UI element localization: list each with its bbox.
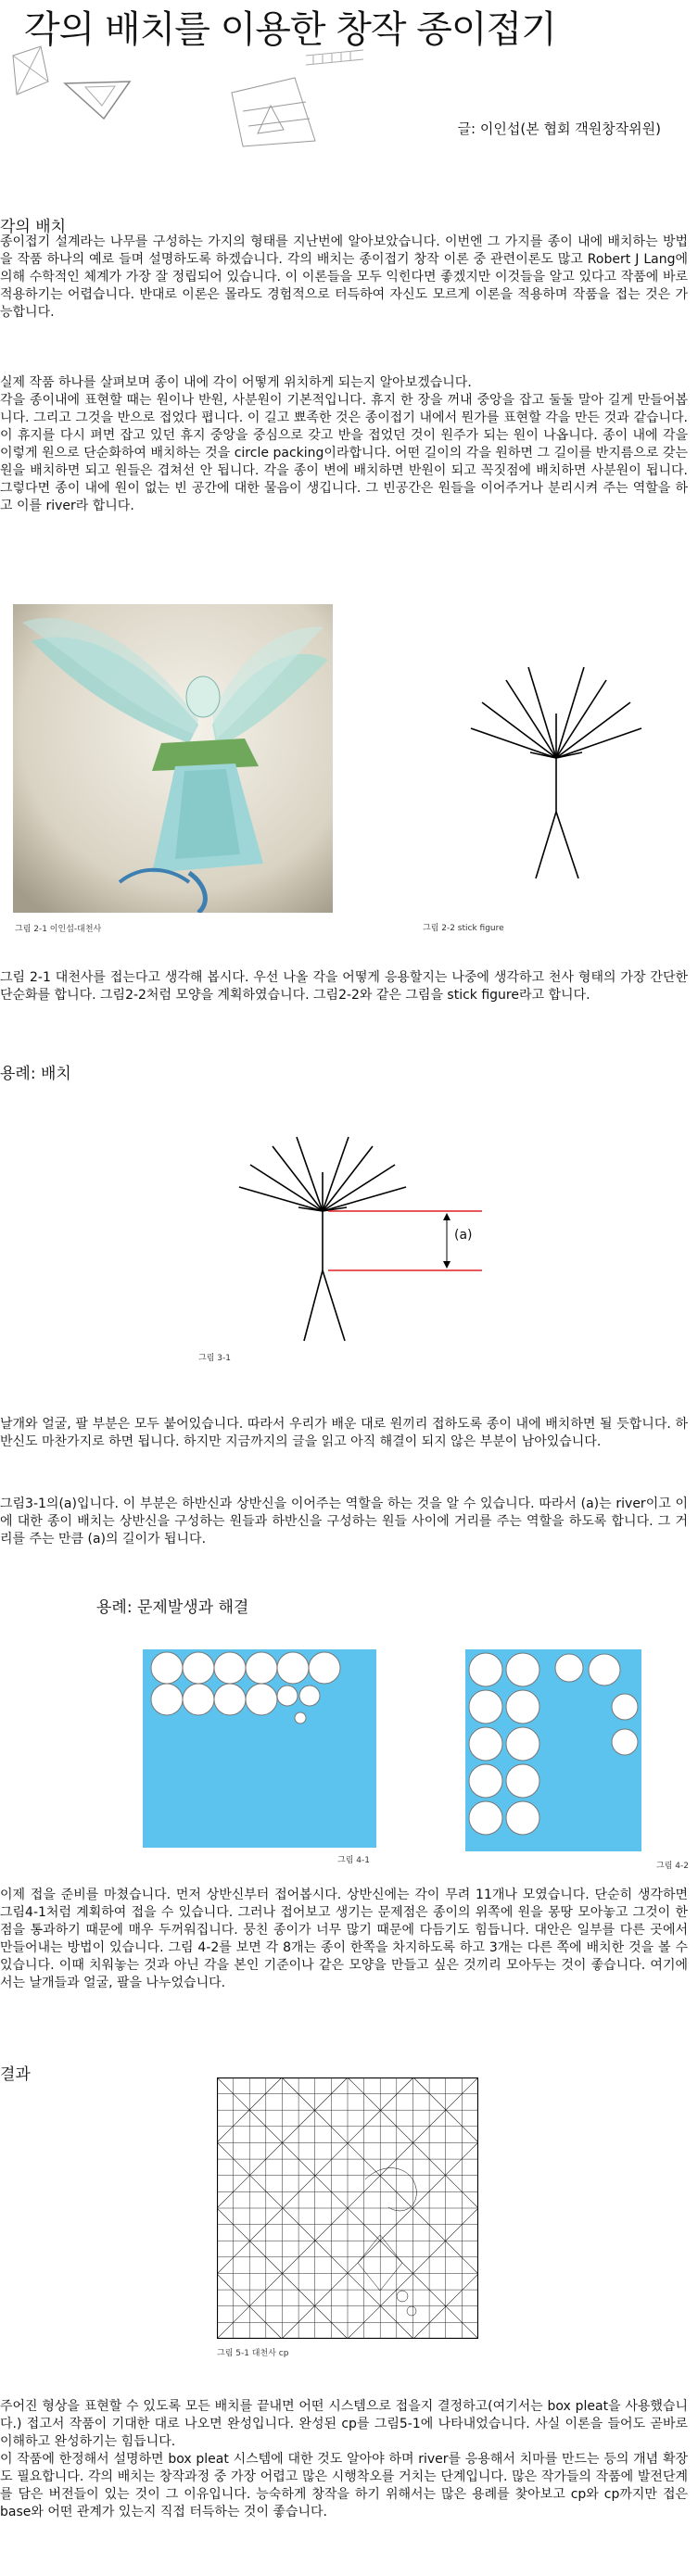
paragraph-river-explanation: 그림3-1의(a)입니다. 이 부분은 하반신과 상반신을 이어주는 역할을 하는 것을 알 수 있습니다. 따라서 (a)는 river이고 이에 대한 종이 배치는 상반신을 구성하는 원들과 하반신을 구성하는 원들 사이에 거리를 주는 역할을 하도록 합니다. 그 거리를 주는 만큼 (a)의 길이가 됩니다. [0,1496,688,1547]
paragraph-example-intro: 실제 작품 하나를 살펴보며 종이 내에 각이 어떻게 위치하게 되는지 알아보겠습니다. [0,375,472,390]
paragraph-folding-problem: 이제 접을 준비를 마쳤습니다. 먼저 상반신부터 접어봅시다. 상반신에는 각이 무려 11개나 모였습니다. 단순히 생각하면 그림4-1처럼 계획하여 접을 수 있습니다. 그러나 접어보고 생기는 문제점은 종이의 위쪽에 원을 몽땅 모아놓고 그것이 한 점을 통과하기 때문에 매우 두꺼워집니다. 뭉친 종이가 너무 많기 때문에 다듬기도 힘듭니다. 대안은 일부를 다른 곳에서 만들어내는 방법이 있습니다. 그림 4-2를 보면 각 8개는 종이 한쪽을 차지하도록 하고 3개는 다른 쪽에 배치한 것을 볼 수 있습니다. 이때 치워놓는 것과 아닌 각을 본인 기준이나 같은 모양을 만들고 싶은 것끼리 모아두는 것이 좋습니다. 여기에서는 날개들과 얼굴, 팔을 나누었습니다. [0,1888,688,1990]
section-heading-placement: 용례: 배치 [0,1065,71,1083]
section-heading-circle-packing: 각의 배치 [0,218,67,236]
figure-4-2-circle-packing [465,1649,641,1851]
figure-2-2-caption: 그림 2-2 stick figure [423,924,504,933]
paragraph-wings-attached: 날개와 얼굴, 팔 부분은 모두 붙어있습니다. 따라서 우리가 배운 대로 원끼리 접하도록 종이 내에 배치하면 될 듯합니다. 하반신도 마찬가지로 하면 됩니다. 하지만 지금까지의 글을 읽고 아직 해결이 되지 않은 부분이 남아있습니다. [0,1417,688,1449]
paragraph-intro: 종이접기 설계라는 나무를 구성하는 가지의 형태를 지난번에 알아보았습니다. 이번엔 그 가지를 종이 내에 배치하는 방법을 작품 하나의 예로 들며 설명하도록 하겠습니다. 각의 배치는 종이접기 창작 이론 중 관련이론도 많고 Robert J Lang에 의해 수학적인 체계가 가장 잘 정립되어 있습니다. 이 이론들을 모두 익힌다면 좋겠지만 이것들을 알고 있다고 작품에 바로 적용하기는 어렵습니다. 반대로 이론은 몰라도 경험적으로 터득하여 자신도 모르게 이론을 적용하며 작품을 접는 것은 가능합니다. [0,234,688,320]
section-heading-problem-solution: 용례: 문제발생과 해결 [96,1598,249,1617]
archangel-origami-photo [13,604,333,913]
stick-figure-diagram [463,649,649,890]
figure-5-1-caption: 그림 5-1 대천사 cp [217,2349,289,2358]
archangel-crease-pattern [217,2077,478,2339]
decorative-rulers-graphic [0,37,371,158]
paragraph-stick-figure: 그림 2-1 대천사를 접는다고 생각해 봅시다. 우선 나올 각을 어떻게 응용할지는 나중에 생각하고 천사 형태의 가장 간단한 단순화를 합니다. 그림2-2처럼 모양을 계획하였습니다. 그림2-2와 같은 그림을 stick figure라고 합니다. [0,970,688,1003]
paragraph-completion: 주어진 형상을 표현할 수 있도록 모든 배치를 끝내면 어떤 시스템으로 접을지 결정하고(여기서는 box pleat을 사용했습니다.) 접고서 작품이 기대한 대로 나오면 완성입니다. 완성된 cp를 그림5-1에 나타내었습니다. 사실 이론을 들어도 곧바로 이해하고 완성하기는 힘듭니다. [0,2399,688,2449]
figure-2-1-caption: 그림 2-1 이인섭-대천사 [15,925,102,934]
section-heading-result: 결과 [0,2065,31,2084]
author-byline: 글: 이인섭(본 협회 객원창작위원) [457,120,661,137]
paragraph-circle-packing: 각을 종이내에 표현할 때는 원이나 반원, 사분원이 기본적입니다. 휴지 한 장을 꺼내 중앙을 잡고 둘둘 말아 길게 만들어봅니다. 그리고 그것을 반으로 접었다 폅니다. 이 길고 뾰족한 것은 종이접기 내에서 뭔가를 표현할 각을 만든 것과 같습니다. 이 휴지를 다시 펴면 잡고 있던 휴지 중앙을 중심으로 갖고 반을 접었던 것이 원주가 되는 원이 나옵니다. 종이 내에 각을 이렇게 원으로 단순화하여 배치하는 것을 circle packing이라합니다. 어떤 길이의 각을 원하면 그 길이를 반지름으로 갖는 원을 배치하면 되고 원들은 겹쳐선 안 됩니다. 각을 종이 변에 배치하면 반원이 되고 꼭짓점에 배치하면 사분원이 됩니다. 그렇다면 종이 내에 원이 없는 빈 공간에 대한 물음이 생깁니다. 그 빈공간은 원들을 이어주거나 분리시켜 주는 역할을 하고 이를 river라 합니다. [0,393,688,513]
paragraph-conclusion: 이 작품에 한정해서 설명하면 box pleat 시스템에 대한 것도 알아야 하며 river를 응용해서 치마를 만드는 등의 개념 확장도 필요합니다. 각의 배치는 창작과정 중 가장 어렵고 많은 시행착오를 거치는 단계입니다. 많은 작가들의 작품에 발전단계를 담은 버전들이 있는 것이 그 이유입니다. 능숙하게 창작을 하기 위해서는 많은 용례를 찾아보고 cp와 cp까지만 접은 base와 어떤 관계가 있는지 직접 터득하는 것이 좋습니다. [0,2452,688,2519]
figure-4-1-circle-packing [143,1649,376,1848]
figure-3-1-caption: 그림 3-1 [198,1354,231,1363]
page-title: 각의 배치를 이용한 창작 종이접기 [24,8,556,51]
figure-4-2-caption: 그림 4-2 [656,1862,689,1871]
river-label-a: (a) [454,1228,473,1243]
figure-4-1-caption: 그림 4-1 [337,1856,370,1865]
